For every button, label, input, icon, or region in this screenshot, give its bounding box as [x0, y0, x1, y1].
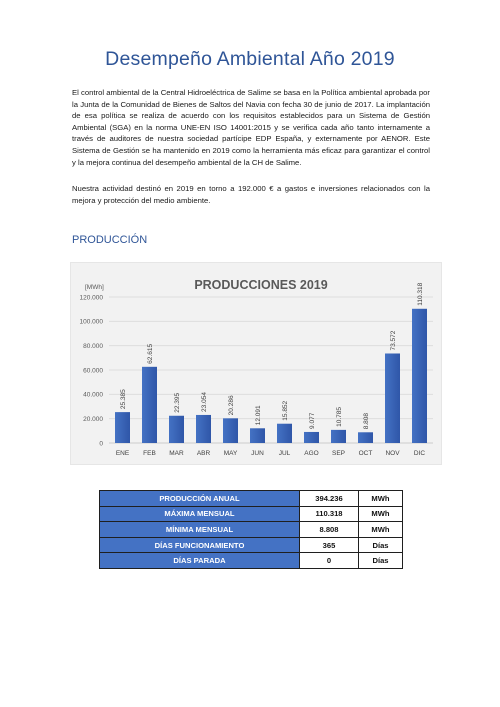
- chart-title: PRODUCCIONES 2019: [194, 278, 328, 292]
- y-tick-label: 80.000: [83, 342, 103, 350]
- stat-value: 110.318: [300, 506, 359, 522]
- section-heading-produccion: PRODUCCIÓN: [72, 234, 148, 246]
- table-row: [100, 491, 403, 507]
- bar-value-label: 23.054: [200, 392, 208, 412]
- table-row: [100, 522, 403, 538]
- x-tick-label: JUN: [251, 450, 264, 457]
- stat-unit: MWh: [359, 491, 403, 507]
- stat-value: 8.808: [300, 522, 359, 538]
- stat-unit: MWh: [359, 522, 403, 538]
- x-tick-label: JUL: [278, 450, 291, 457]
- y-tick-label: 20.000: [83, 415, 103, 423]
- bar-jun: [250, 428, 265, 443]
- bar-value-label: 73.572: [389, 330, 397, 351]
- x-tick-label: SEP: [331, 450, 346, 457]
- y-tick-label: 40.000: [83, 391, 103, 399]
- bar-value-label: 8.808: [362, 413, 370, 430]
- bar-dic: [412, 309, 427, 443]
- bar-abr: [196, 415, 211, 443]
- bar-oct: [358, 432, 373, 443]
- bar-value-label: 15.852: [281, 400, 289, 421]
- investment-paragraph: Nuestra actividad destinó en 2019 en torno a 192.000 € a gastos e inversiones relacionados con la mejora y protección del medio ambiente.: [72, 184, 430, 205]
- x-tick-label: DIC: [413, 450, 426, 457]
- y-axis-label: [MWh]: [85, 284, 104, 291]
- bar-ago: [304, 432, 319, 443]
- bar-may: [223, 418, 238, 443]
- bar-sep: [331, 430, 346, 443]
- stat-unit: Días: [359, 553, 403, 569]
- x-tick-label: AGO: [304, 450, 319, 457]
- y-tick-label: 60.000: [83, 367, 103, 375]
- x-tick-label: NOV: [385, 450, 400, 457]
- x-tick-label: FEB: [143, 450, 156, 457]
- table-row: [100, 506, 403, 522]
- bar-value-label: 110.318: [416, 282, 424, 306]
- y-tick-label: 0: [99, 440, 103, 448]
- production-chart: [70, 262, 442, 465]
- bar-value-label: 20.286: [227, 395, 235, 416]
- y-tick-label: 100.000: [79, 318, 103, 326]
- production-stats-table: [99, 490, 403, 569]
- bar-ene: [115, 412, 130, 443]
- bar-nov: [385, 353, 400, 443]
- x-tick-label: MAY: [223, 450, 238, 457]
- x-tick-label: ENE: [115, 450, 130, 457]
- table-row: [100, 553, 403, 569]
- stat-value: 394.236: [300, 491, 359, 507]
- bar-feb: [142, 367, 157, 443]
- bar-value-label: 12.091: [254, 405, 262, 426]
- stat-value: 0: [300, 553, 359, 569]
- stat-label: DÍAS FUNCIONAMIENTO: [100, 537, 300, 553]
- stat-label: MÁXIMA MENSUAL: [100, 506, 300, 522]
- stat-label: PRODUCCIÓN ANUAL: [100, 491, 300, 507]
- stat-label: MÍNIMA MENSUAL: [100, 522, 300, 538]
- bar-jul: [277, 424, 292, 443]
- table-row: [100, 537, 403, 553]
- stat-label: DÍAS PARADA: [100, 553, 300, 569]
- bar-value-label: 25.385: [119, 389, 127, 410]
- bar-value-label: 10.785: [335, 406, 343, 427]
- x-tick-label: MAR: [169, 450, 184, 457]
- x-tick-label: ABR: [196, 450, 211, 457]
- page-title: Desempeño Ambiental Año 2019: [105, 48, 395, 70]
- stat-unit: Días: [359, 537, 403, 553]
- bar-value-label: 9.077: [308, 412, 316, 429]
- stat-unit: MWh: [359, 506, 403, 522]
- production-chart-svg: [71, 263, 441, 464]
- y-tick-label: 120.000: [79, 294, 103, 302]
- bar-mar: [169, 416, 184, 443]
- stat-value: 365: [300, 537, 359, 553]
- bar-value-label: 22.395: [173, 392, 181, 413]
- bar-value-label: 62.615: [146, 343, 154, 364]
- x-tick-label: OCT: [358, 450, 373, 457]
- intro-paragraph: El control ambiental de la Central Hidroeléctrica de Salime se basa en la Política ambiental aprobada por la Junta de la Comunidad de Bienes de Saltos del Navia con fecha 30 de junio de 2017. La implantación de esa política se realiza de acuerdo con los requisitos establecidos para un Sistema de Gestión Ambiental (SGA) en la norma UNE-EN ISO 14001:2015 y se verifica cada año tanto internamente a través de auditores de nuestra sociedad partícipe EDP España, y externamente por AENOR. Este Sistema de Gestión se ha mantenido en 2019 como la herramienta más eficaz para garantizar el control y la mejora continua del desempeño ambiental de la CH de Salime.: [72, 88, 430, 167]
